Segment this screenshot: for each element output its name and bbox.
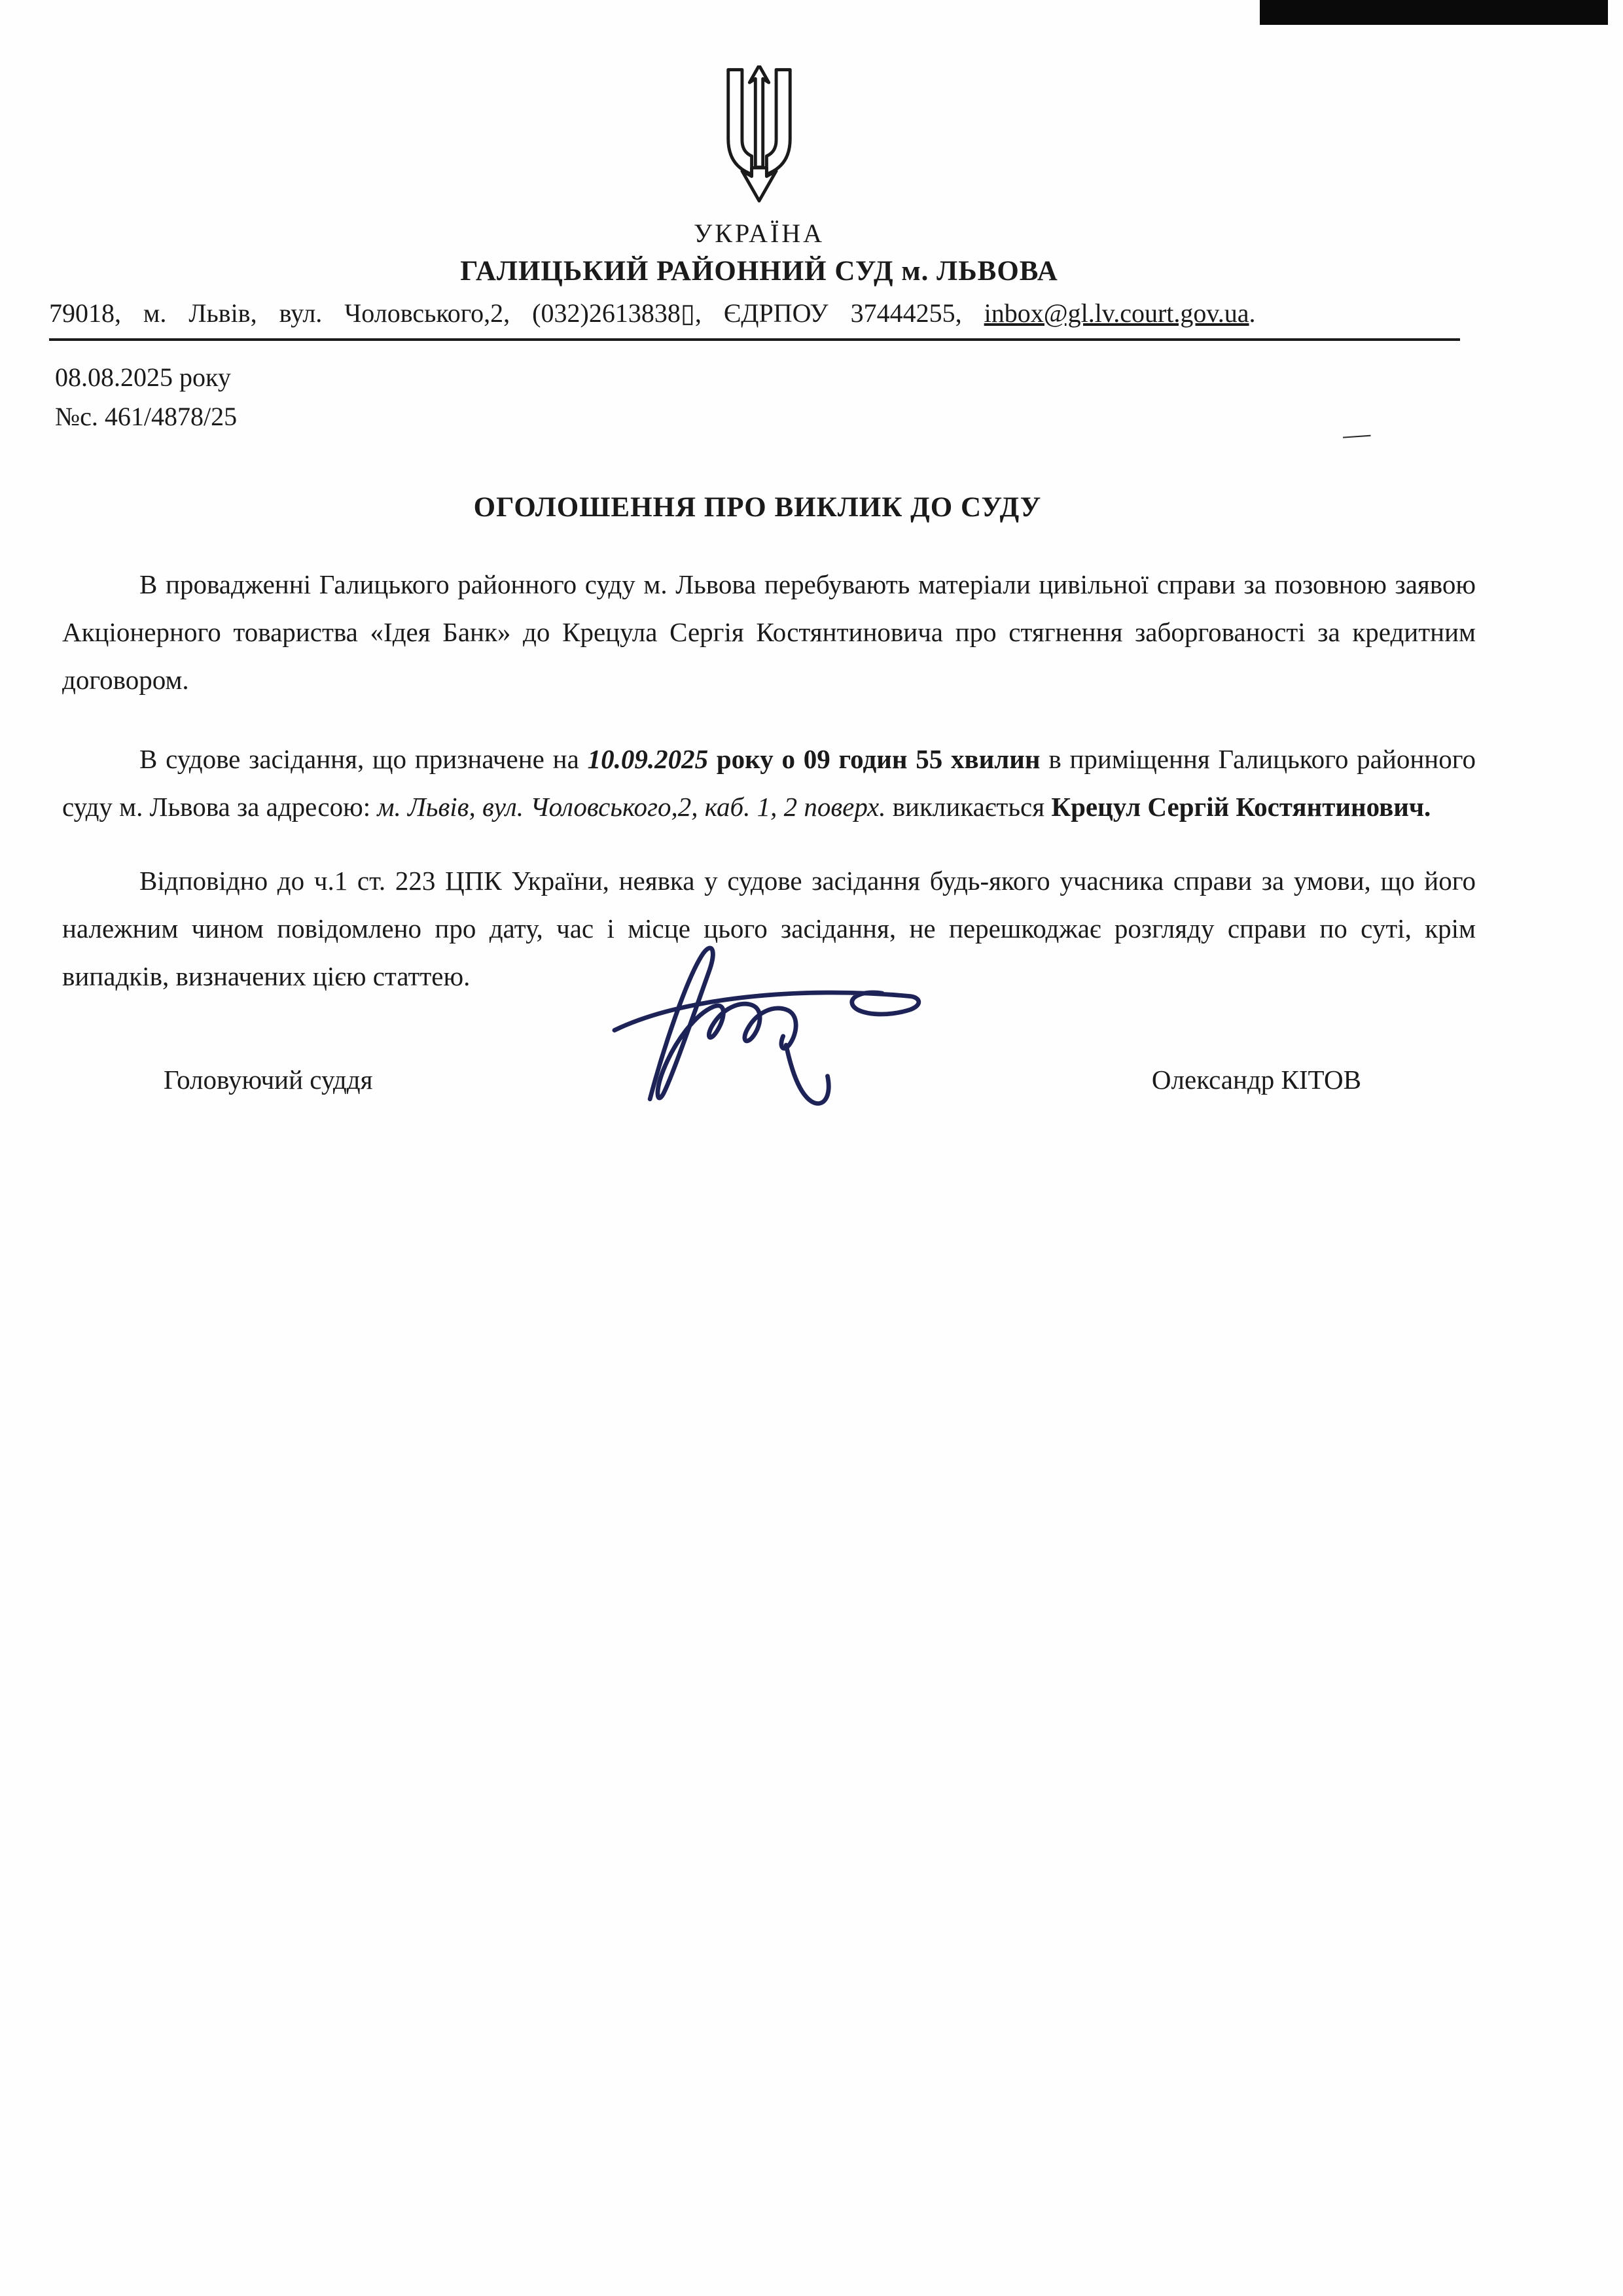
ukraine-trident-emblem-icon [700,65,818,209]
document-title: ОГОЛОШЕННЯ ПРО ВИКЛИК ДО СУДУ [473,492,1042,523]
hearing-date: 10.09.2025 [587,744,709,774]
court-email: inbox@gl.lv.court.gov.ua [984,298,1249,328]
summoned-intro: викликається [885,792,1052,822]
paragraph-hearing-summons [62,735,1476,831]
court-address-suffix: . [1249,298,1256,328]
stray-pen-mark: — [1342,418,1372,451]
redaction-bar [1260,0,1608,25]
judge-role-label: Головуючий суддя [164,1065,373,1095]
hearing-text: В судове засідання, що призначене на [139,744,588,774]
court-address-line [49,296,1460,341]
document-header [0,0,1623,341]
country-label: УКРАЇНА [693,219,825,248]
document-meta [55,358,1623,436]
paragraph-legal-notice: Відповідно до ч.1 ст. 223 ЦПК України, неявка у судове засідання будь-якого учасника справи за умови, що його належним чином повідомлено про дату, час і місце цього засідання, не перешкоджає розгляду справи по суті, крім випадків, визначених цією статтею. [62,866,1476,991]
paragraph-case-intro: В провадженні Галицького районного суду м. Львова перебувають матеріали цивільної справи за позовною заявою Акціонерного товариства «Ідея Банк» до Крецула Сергія Костянтиновича про стягнення заборгованості за кредитним договором. [62,569,1476,695]
case-number: №с. 461/4878/25 [55,402,238,431]
court-name: ГАЛИЦЬКИЙ РАЙОННИЙ СУД м. ЛЬВОВА [460,256,1058,287]
court-address-text: 79018, м. Львів, вул. Чоловського,2, (032)2613838▯, ЄДРПОУ 37444255, [49,298,984,328]
hearing-time: року о 09 годин 55 хвилин [708,744,1041,774]
document-date: 08.08.2025 року [55,362,231,392]
summoned-person: Крецул Сергій Костянтинович. [1051,792,1431,822]
hearing-address: м. Львів, вул. Чоловського,2, каб. 1, 2 поверх. [377,792,886,822]
hearing-location-intro: в приміщення Галицького районного суду м. Львова за адресою: [62,744,1476,822]
signature-block [164,1063,1361,1118]
judge-signature-icon [592,925,933,1118]
judge-name: Олександр КІТОВ [1151,1065,1361,1095]
